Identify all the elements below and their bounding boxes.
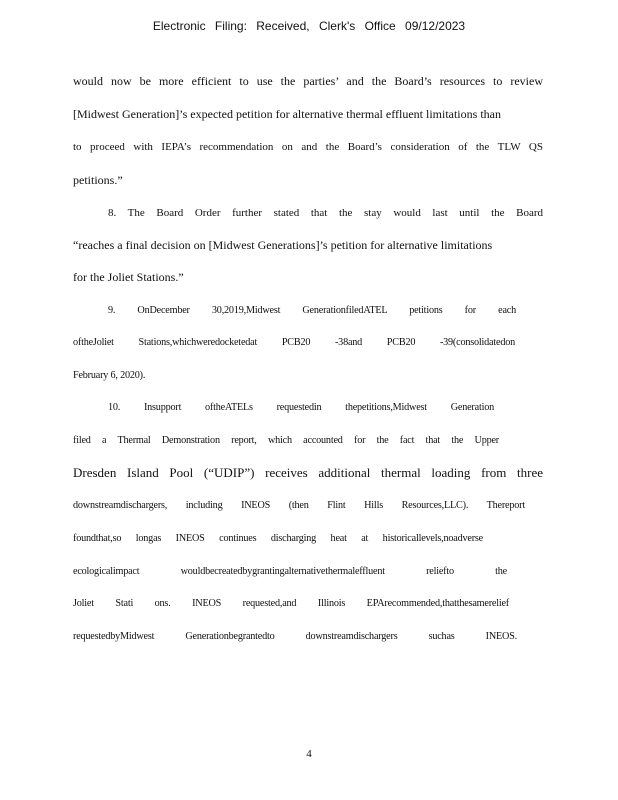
filing-stamp-header: Electronic Filing: Received, Clerk's Office 09/12/2023 — [152, 19, 466, 33]
body-line: Dresden Island Pool (“UDIP”) receives additional thermal loading from three — [73, 465, 543, 480]
body-line: [Midwest Generation]’s expected petition for alternative thermal effluent limitations than — [73, 107, 501, 121]
paragraph-10-start: 10. Insupport oftheATELs requestedin thepetitions,Midwest Generation — [108, 402, 494, 413]
page-number: 4 — [306, 748, 312, 760]
body-line: for the Joliet Stations.” — [73, 270, 184, 284]
body-line: “reaches a final decision on [Midwest Generations]’s petition for alternative limitations — [73, 238, 493, 252]
body-line: February 6, 2020). — [73, 370, 146, 381]
body-line: to proceed with IEPA’s recommendation on and the Board’s consideration of the TLW QS — [73, 141, 543, 153]
body-line: would now be more efficient to use the parties’ and the Board’s resources to review — [73, 74, 543, 88]
body-line: downstreamdischargers, including INEOS (then Flint Hills Resources,LLC). Thereport — [73, 500, 525, 511]
paragraph-9-start: 9. OnDecember 30,2019,Midwest GenerationfiledATEL petitions for each — [108, 305, 516, 316]
paragraph-8-start: 8. The Board Order further stated that the stay would last until the Board — [108, 207, 543, 219]
body-line: filed a Thermal Demonstration report, which accounted for the fact that the Upper — [73, 435, 499, 446]
body-line: ecologicalimpact wouldbecreatedbygrantingalternativethermaleffluent reliefto the — [73, 566, 507, 577]
body-line: foundthat,so longas INEOS continues discharging heat at historicallevels,noadverse — [73, 533, 483, 544]
body-line: oftheJoliet Stations,whichweredocketedat PCB20 -38and PCB20 -39(consolidatedon — [73, 337, 515, 348]
body-line: petitions.” — [73, 173, 123, 187]
body-line: Joliet Stati ons. INEOS requested,and Illinois EPArecommended,thatthesamerelief — [73, 598, 509, 609]
body-line: requestedbyMidwest Generationbegrantedto downstreamdischargers suchas INEOS. — [73, 631, 517, 642]
